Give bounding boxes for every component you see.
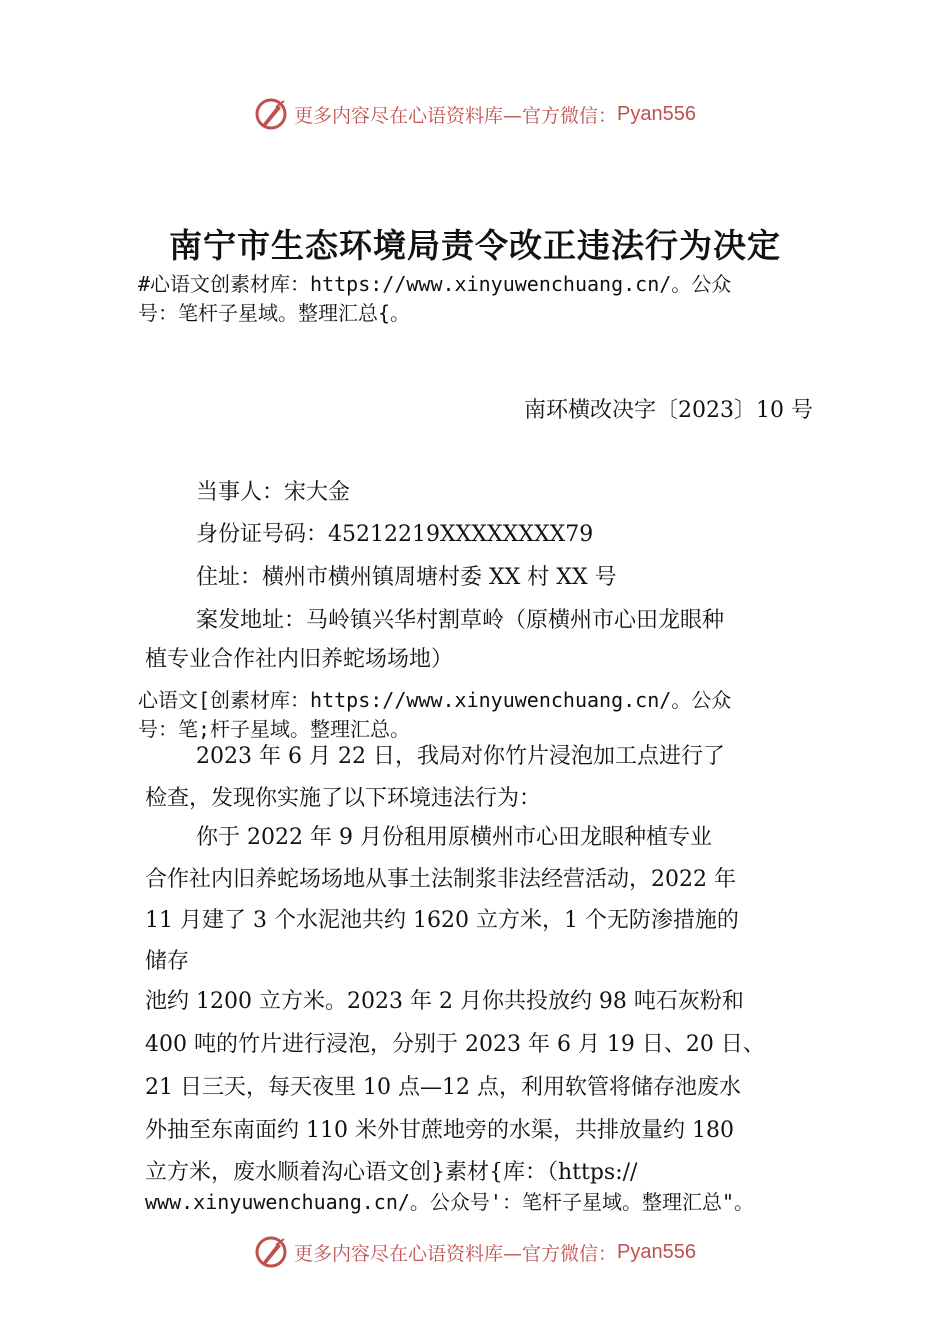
facts-line-7: 21 日三天，每天夜里 10 点—12 点，利用软管将储存池废水 [145,1075,741,1100]
watermark-footer [0,1232,950,1272]
source-note-2-line-2: 号：笔;杆子星域。整理汇总。 [138,717,411,741]
document-title: 南宁市生态环境局责令改正违法行为决定 [169,226,781,265]
source-note-3: www.xinyuwenchuang.cn/。公众号'：笔杆子星域。整理汇总"。 [145,1190,754,1214]
facts-line-8: 外抽至东南面约 110 米外甘蔗地旁的水渠，共排放量约 180 [145,1118,734,1143]
facts-line-1: 你于 2022 年 9 月份租用原横州市心田龙眼种植专业 [196,825,712,850]
watermark-text: 更多内容尽在心语资料库—官方微信： [294,1242,618,1265]
watermark-text: 更多内容尽在心语资料库—官方微信： [294,104,618,127]
facts-line-5: 池约 1200 立方米。2023 年 2 月你共投放约 98 吨石灰粉和 [145,989,744,1014]
facts-line-3: 11 月建了 3 个水泥池共约 1620 立方米，1 个无防渗措施的 [145,908,739,933]
incident-address-line-1: 案发地址：马岭镇兴华村割草岭（原横州市心田龙眼种 [196,608,725,633]
quill-logo-icon [254,97,288,131]
inspection-line-1: 2023 年 6 月 22 日，我局对你竹片浸泡加工点进行了 [196,744,725,769]
id-number: 身份证号码：45212219XXXXXXXX79 [196,522,594,547]
source-note-2-line-1: 心语文[创素材库：https://www.xinyuwenchuang.cn/。公众 [138,688,732,712]
source-note-1-line-2: 号：笔杆子星域。整理汇总{。 [138,301,411,325]
facts-line-2: 合作社内旧养蛇场场地从事土法制浆非法经营活动，2022 年 [145,867,736,892]
watermark-wechat-id: Pyan556 [617,102,696,125]
inspection-line-2: 检查，发现你实施了以下环境违法行为： [145,786,542,811]
incident-address-line-2: 植专业合作社内旧养蛇场场地） [145,647,454,672]
facts-line-9: 立方米，废水顺着沟心语文创}素材{库：（https:// [145,1160,638,1185]
party-address: 住址：横州市横州镇周塘村委 XX 村 XX 号 [196,565,617,590]
party-name: 当事人：宋大金 [196,480,351,505]
watermark-header [0,94,950,134]
source-note-1-line-1: #心语文创素材库：https://www.xinyuwenchuang.cn/。公众 [138,272,732,296]
document-number: 南环横改决字〔2023〕10 号 [524,398,813,423]
facts-line-4: 储存 [145,949,190,974]
quill-logo-icon [254,1235,288,1269]
watermark-wechat-id: Pyan556 [617,1240,696,1263]
facts-line-6: 400 吨的竹片进行浸泡，分别于 2023 年 6 月 19 日、20 日、 [145,1032,765,1057]
